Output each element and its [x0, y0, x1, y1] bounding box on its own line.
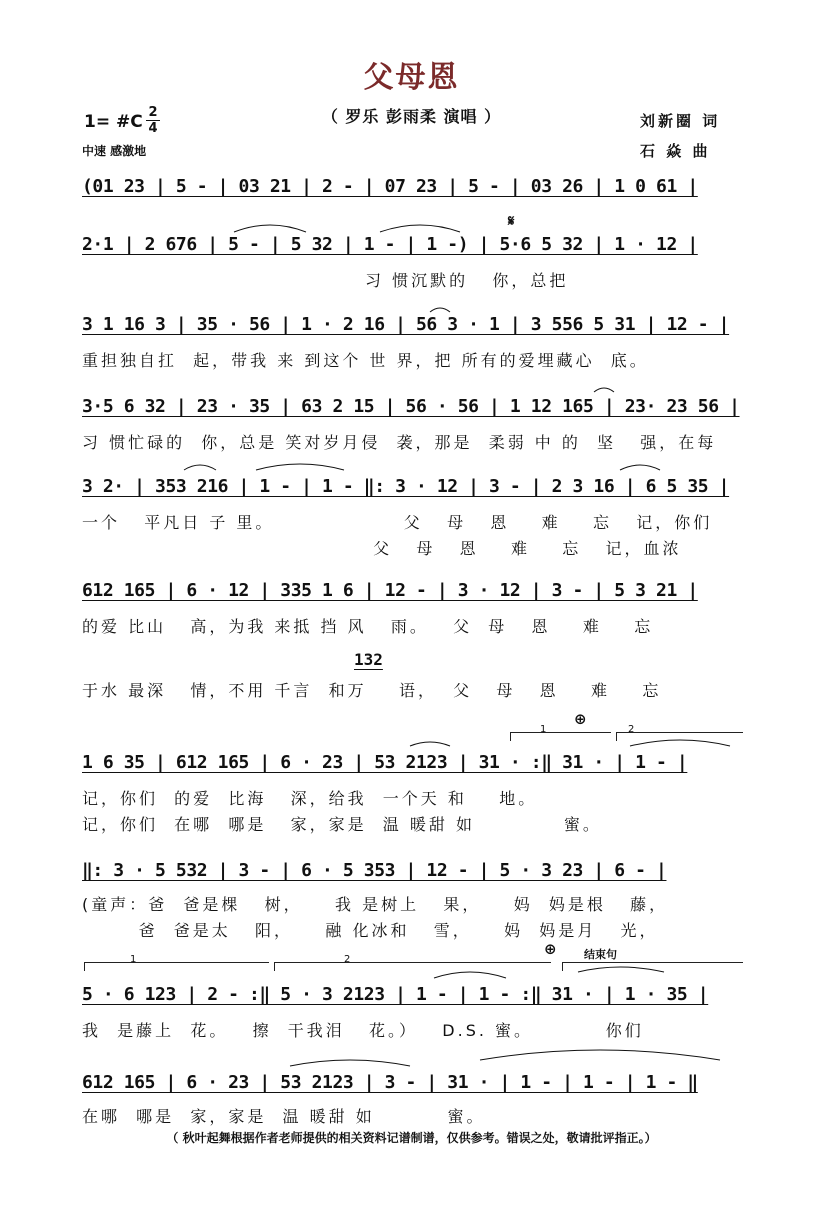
- tempo-marking: 中速 感激地: [82, 144, 147, 158]
- lyric-line-5b: 父 母 恩 难 忘 记，血浓: [82, 539, 682, 558]
- coda-sign: ⊕: [574, 710, 587, 728]
- notation-line-1: (01 23 | 5 - | 03 21 | 2 - | 07 23 | 5 - | 03 26 | 1 0 61 |: [82, 176, 698, 197]
- notation-line-2: 2·1 | 2 676 | 5 - | 5 32 | 1 - | 1 -) | 5·6 5 32 | 1 · 12 |: [82, 234, 698, 255]
- lyric-line-2: 习 惯沉默的 你，总把: [82, 271, 569, 290]
- alternate-notes: 132: [354, 650, 383, 669]
- lyric-line-7a: 记，你们 的爱 比海 深，给我 一个天 和 地。: [82, 789, 538, 808]
- notation-line-4: 3·5 6 32 | 23 · 35 | 63 2 15 | 56 · 56 | 1 12 165 | 23· 23 56 |: [82, 396, 740, 417]
- composer-credit: 石 焱 曲: [640, 142, 711, 160]
- tie-arc: [380, 225, 460, 232]
- volta-1-number: 1: [540, 724, 547, 735]
- page-title: 父母恩: [363, 60, 460, 95]
- time-top: 2: [148, 105, 158, 120]
- lyric-line-6b: 于水 最深 情，不用 千言 和万 语， 父 母 恩 难 忘: [82, 681, 662, 700]
- tie-arc: [594, 388, 614, 392]
- lyric-line-7b: 记，你们 在哪 哪是 家，家是 温 暖甜 如 蜜。: [82, 815, 602, 834]
- key-signature: 1= #C: [84, 112, 143, 132]
- tie-arc: [430, 308, 450, 312]
- lyric-line-5a: 一个 平凡日 子 里。 父 母 恩 难 忘 记，你们: [82, 513, 713, 532]
- lyric-line-3: 重担独自扛 起，带我 来 到这个 世 界，把 所有的爱埋藏心 底。: [82, 351, 649, 370]
- volta-2-number: 2: [628, 724, 635, 735]
- notation-line-5: 3 2· | 353 216 | 1 - | 1 - ‖: 3 · 12 | 3 - | 2 3 16 | 6 5 35 |: [82, 476, 730, 497]
- notation-line-6: 612 165 | 6 · 12 | 335 1 6 | 12 - | 3 · 12 | 3 - | 5 3 21 |: [82, 580, 698, 601]
- lyric-line-8a: (童声：爸 爸是棵 树， 我 是树上 果， 妈 妈是根 藤，: [82, 895, 669, 914]
- lyric-line-10: 在哪 哪是 家，家是 温 暖甜 如 蜜。: [82, 1107, 486, 1126]
- footer-note: （ 秋叶起舞根据作者老师提供的相关资料记谱制谱，仅供参考。错误之处，敬请批评指正。）: [166, 1131, 657, 1145]
- coda-sign-2: ⊕: [544, 940, 557, 958]
- tie-arc: [256, 464, 344, 470]
- performer-credit: （ 罗乐 彭雨柔 演唱 ）: [321, 107, 502, 126]
- tie-arc: [578, 967, 664, 972]
- volta-4-number: 2: [344, 954, 351, 965]
- tie-arc: [620, 465, 660, 470]
- lyricist-credit: 刘新圈 词: [640, 112, 721, 130]
- lyric-line-9: 我 是藤上 花。 擦 干我泪 花。） D.S. 蜜。 你们: [82, 1021, 644, 1040]
- tie-arc: [290, 1060, 410, 1066]
- time-bottom: 4: [148, 121, 158, 136]
- lyric-line-4: 习 惯忙碌的 你，总是 笑对岁月侵 袭，那是 柔弱 中 的 坚 强，在每: [82, 433, 717, 452]
- notation-line-10: 612 165 | 6 · 23 | 53 2123 | 3 - | 31 · | 1 - | 1 - | 1 - ‖: [82, 1072, 698, 1093]
- notation-line-3: 3 1 16 3 | 35 · 56 | 1 · 2 16 | 56 3 · 1 | 3 556 5 31 | 12 - |: [82, 314, 730, 335]
- lyric-line-6a: 的爱 比山 高，为我 来抵 挡 风 雨。 父 母 恩 难 忘: [82, 617, 654, 636]
- tie-arc: [434, 972, 506, 978]
- tie-arc: [184, 465, 216, 470]
- ending-label: 结束句: [584, 948, 617, 961]
- notation-line-9: 5 · 6 123 | 2 - :‖ 5 · 3 2123 | 1 - | 1 - :‖ 31 · | 1 · 35 |: [82, 984, 709, 1005]
- lyric-line-8b: 爸 爸是太 阳， 融 化冰和 雪， 妈 妈是月 光，: [82, 921, 659, 940]
- volta-3-number: 1: [130, 954, 137, 965]
- tie-arc: [234, 225, 306, 232]
- tie-arc: [410, 742, 450, 746]
- segno-sign: 𝄋: [508, 212, 515, 230]
- tie-arc: [480, 1050, 720, 1060]
- tie-arc: [630, 740, 730, 746]
- notation-line-7: 1 6 35 | 612 165 | 6 · 23 | 53 2123 | 31 · :‖ 31 · | 1 - |: [82, 752, 688, 773]
- notation-line-8: ‖: 3 · 5 532 | 3 - | 6 · 5 353 | 12 - | 5 · 3 23 | 6 - |: [82, 860, 667, 881]
